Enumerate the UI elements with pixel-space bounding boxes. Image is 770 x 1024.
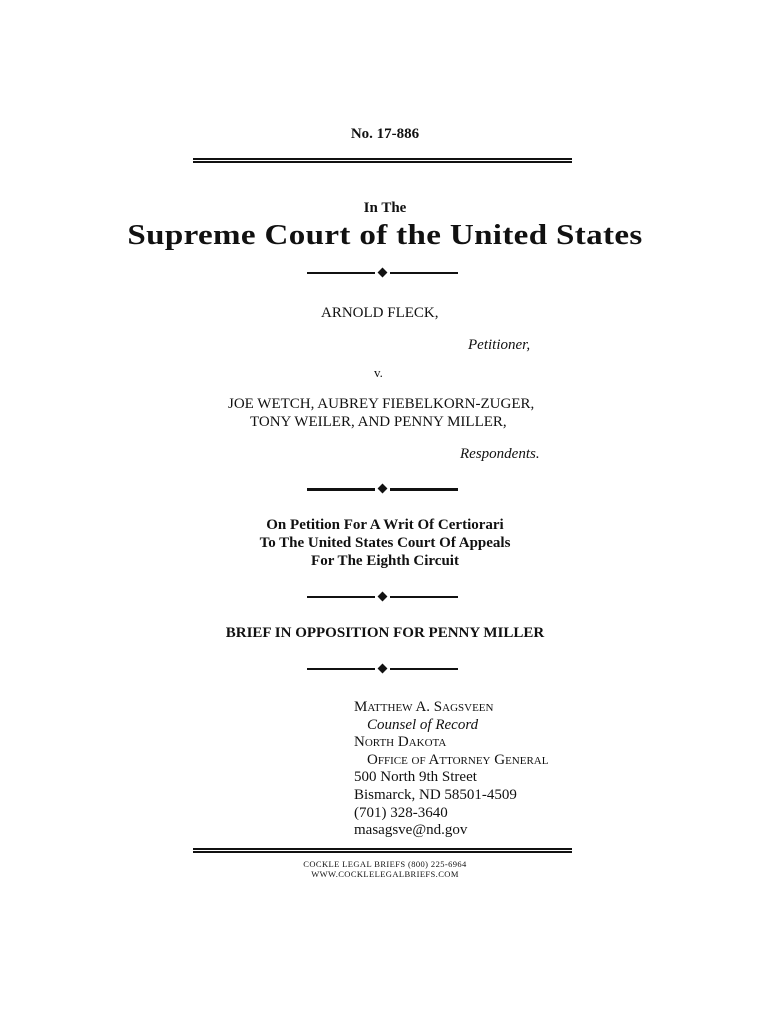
diamond-icon (378, 664, 388, 674)
brief-title: BRIEF IN OPPOSITION FOR PENNY MILLER (225, 625, 545, 641)
petition-line-1: On Petition For A Writ Of Certiorari (266, 517, 504, 533)
counsel-phone: (701) 328-3640 (354, 804, 448, 821)
respondents-line-1: JOE WETCH, AUBREY FIEBELKORN-ZUGER, (228, 396, 535, 412)
double-rule-top (193, 158, 572, 163)
diamond-icon (378, 268, 388, 278)
counsel-state: North Dakota (354, 734, 447, 751)
printer-line-2: WWW.COCKLELEGALBRIEFS.COM (311, 869, 459, 879)
respondents-line-2: TONY WEILER, AND PENNY MILLER, (250, 414, 507, 430)
section-divider-2 (307, 483, 458, 495)
docket-number: No. 17-886 (350, 126, 420, 142)
counsel-office: Office of Attorney General (367, 751, 549, 768)
in-the-heading: In The (363, 200, 407, 216)
section-divider-4 (307, 663, 458, 675)
counsel-title: Counsel of Record (367, 716, 479, 733)
printer-line-1: COCKLE LEGAL BRIEFS (800) 225-6964 (303, 859, 467, 869)
counsel-block (354, 699, 548, 840)
counsel-city: Bismarck, ND 58501-4509 (354, 786, 517, 803)
petitioner-role: Petitioner, (468, 337, 531, 353)
section-divider-1 (307, 267, 458, 279)
diamond-icon (378, 484, 388, 494)
respondents-role: Respondents. (460, 446, 540, 462)
versus: v. (374, 365, 383, 380)
double-rule-bottom (193, 848, 572, 853)
petition-line-2: To The United States Court Of Appeals (259, 535, 511, 551)
court-name: Supreme Court of the United States (127, 219, 643, 251)
counsel-name: Matthew A. Sagsveen (354, 699, 494, 715)
counsel-street: 500 North 9th Street (354, 769, 477, 786)
counsel-email: masagsve@nd.gov (354, 822, 468, 839)
diamond-icon (378, 592, 388, 602)
petition-line-3: For The Eighth Circuit (311, 553, 459, 569)
section-divider-3 (307, 591, 458, 603)
petitioner-name: ARNOLD FLECK, (321, 305, 439, 321)
